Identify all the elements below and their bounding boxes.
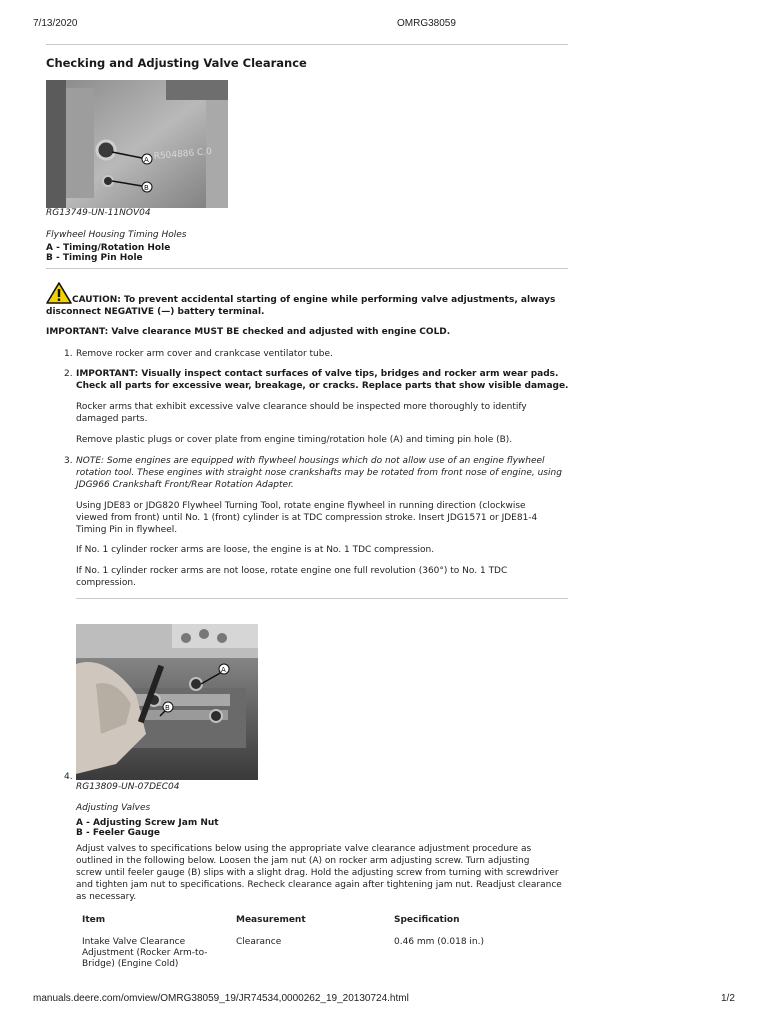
callout-b-marker <box>142 182 152 192</box>
svg-text:B: B <box>165 704 170 712</box>
step-3-para2: If No. 1 cylinder rocker arms are loose, the engine is at No. 1 TDC compression. <box>76 545 435 555</box>
figure1-legend-b: B - Timing Pin Hole <box>46 253 143 263</box>
step-3-para1-line3: Timing Pin in flywheel. <box>76 525 178 535</box>
step-1-text: Remove rocker arm cover and crankcase ventilator tube. <box>76 349 333 359</box>
step-3-para1-line1: Using JDE83 or JDG820 Flywheel Turning Tool, rotate engine flywheel in running direction (clockwise <box>76 501 526 511</box>
cell-measurement: Clearance <box>236 937 282 947</box>
figure1-legend-a: A - Timing/Rotation Hole <box>46 243 171 253</box>
step-2-number: 2. <box>64 369 73 379</box>
step-4-number: 4. <box>64 772 73 782</box>
step-4-para-line1: Adjust valves to specifications below using the appropriate valve clearance adjustment procedure as <box>76 844 532 854</box>
step-2-important-line1: IMPORTANT: Visually inspect contact surfaces of valve tips, bridges and rocker arm wear pads. <box>76 369 559 379</box>
cell-item-line2: Adjustment (Rocker Arm-to- <box>82 948 208 958</box>
cell-item <box>76 935 230 972</box>
step-2-para1-line1: Rocker arms that exhibit excessive valve clearance should be inspected more thoroughly to identify <box>76 402 527 412</box>
important-cold-notice: IMPORTANT: Valve clearance MUST BE checked and adjusted with engine COLD. <box>46 327 451 337</box>
section-divider-2 <box>76 598 568 599</box>
step-3-note-line1: NOTE: Some engines are equipped with flywheel housings which do not allow use of an engine flywheel <box>76 456 545 466</box>
cell-specification: 0.46 mm (0.018 in.) <box>394 937 485 947</box>
cell-item-line3: Bridge) (Engine Cold) <box>82 959 179 969</box>
svg-text:A: A <box>144 156 149 164</box>
footer-url[interactable]: manuals.deere.com/omview/OMRG38059_19/JR74534,0000262_19_20130724.html <box>33 993 409 1004</box>
step-4-para-line5: as necessary. <box>76 892 137 902</box>
casting-stamp-text: R504886 C.0 <box>153 146 213 162</box>
step-2-para1-line2: damaged parts. <box>76 414 148 424</box>
svg-text:A: A <box>221 666 226 674</box>
step-4-para-line3: screw until feeler gauge (B) slips with a slight drag. Hold the adjusting screw from turning with screwdriver <box>76 868 559 878</box>
step-3-number: 3. <box>64 456 73 466</box>
step-2-para2: Remove plastic plugs or cover plate from engine timing/rotation hole (A) and timing pin hole (B). <box>76 435 513 445</box>
col-header-specification: Specification <box>394 915 460 925</box>
spec-table-header-row <box>76 912 490 935</box>
callout-a-marker <box>142 154 152 164</box>
step-3-note-line2: rotation tool. These engines with straight nose crankshafts may be rotated from front nose of engine, using <box>76 468 562 478</box>
spec-table <box>76 912 490 972</box>
callout-b-marker-2 <box>163 702 173 712</box>
figure2-caption: Adjusting Valves <box>76 803 151 813</box>
page-number: 1/2 <box>721 993 735 1004</box>
top-divider <box>46 44 568 45</box>
section-divider-1 <box>46 268 568 269</box>
step-2-important-line2: Check all parts for excessive wear, breakage, or cracks. Replace parts that show visible damage. <box>76 381 569 391</box>
figure1-caption: Flywheel Housing Timing Holes <box>46 230 187 240</box>
caution-text-line2: disconnect NEGATIVE (—) battery terminal. <box>46 307 265 317</box>
step-4-para-line4: and tighten jam nut to specifications. Recheck clearance again after tightening jam nut. Readjust clearance <box>76 880 562 890</box>
print-date: 7/13/2020 <box>33 18 78 29</box>
figure1-id: RG13749-UN-11NOV04 <box>46 208 151 218</box>
figure2-id: RG13809-UN-07DEC04 <box>76 782 180 792</box>
page-title: Checking and Adjusting Valve Clearance <box>46 56 307 70</box>
step-3-para3-line2: compression. <box>76 578 136 588</box>
doc-id: OMRG38059 <box>397 18 456 29</box>
svg-text:B: B <box>144 184 149 192</box>
step-3-para3-line1: If No. 1 cylinder rocker arms are not loose, rotate engine one full revolution (360°) to No. 1 TDC <box>76 566 508 576</box>
flywheel-housing-photo <box>46 80 228 208</box>
adjusting-valves-photo <box>76 624 258 780</box>
step-3-note-line3: JDG966 Crankshaft Front/Rear Rotation Adapter. <box>76 480 294 490</box>
step-4-para-line2: outlined in the following below. Loosen the jam nut (A) on rocker arm adjusting screw. Turn adjusting <box>76 856 530 866</box>
cell-item-line1: Intake Valve Clearance <box>82 937 186 947</box>
col-header-measurement: Measurement <box>236 915 306 925</box>
warning-triangle-icon <box>46 282 72 304</box>
figure2-legend-b: B - Feeler Gauge <box>76 828 161 838</box>
callout-a-marker-2 <box>219 664 229 674</box>
caution-text-line1: CAUTION: To prevent accidental starting of engine while performing valve adjustments, always <box>72 295 556 305</box>
figure2-legend-a: A - Adjusting Screw Jam Nut <box>76 818 219 828</box>
step-1-number: 1. <box>64 349 73 359</box>
table-row <box>76 935 490 972</box>
step-3-para1-line2: viewed from front) until No. 1 (front) cylinder is at TDC compression stroke. Insert JDG1571 or JDE81-4 <box>76 513 538 523</box>
col-header-item: Item <box>82 915 106 925</box>
